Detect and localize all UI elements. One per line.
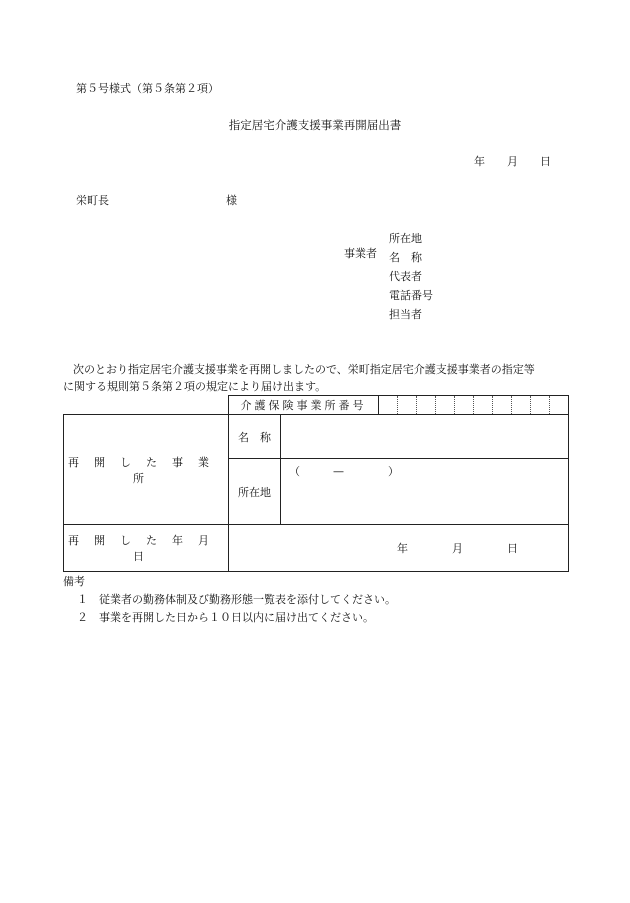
resumed-year: 年 [397, 542, 408, 555]
applicant-address-label: 所在地 [389, 232, 422, 245]
resumed-date-input[interactable] [229, 525, 569, 572]
applicant-name-label: 名 称 [389, 251, 422, 264]
body-line-1: 次のとおり指定居宅介護支援事業を再開しましたので、栄町指定居宅介護支援事業者の指定等 [73, 363, 535, 376]
applicant-phone-label: 電話番号 [389, 289, 433, 302]
day-label: 日 [540, 155, 551, 168]
address-label: 所在地 [229, 459, 281, 525]
month-label: 月 [507, 155, 518, 168]
note-item [63, 609, 396, 627]
phone-placeholder: （ — ） [289, 465, 399, 478]
body-line-2: に関する規則第５条第２項の規定により届け出ます。 [63, 380, 327, 393]
name-label: 名 称 [229, 415, 281, 459]
note-item [63, 591, 396, 609]
honorific: 様 [226, 194, 237, 207]
submission-date [474, 155, 573, 169]
year-label: 年 [474, 155, 485, 168]
body-text [63, 361, 583, 395]
name-input[interactable] [281, 415, 569, 459]
applicant-label: 事業者 [344, 247, 377, 260]
notes [63, 573, 396, 627]
address-input[interactable] [281, 459, 569, 525]
note-text: 従業者の勤務体制及び勤務形態一覧表を添付してください。 [99, 593, 396, 606]
office-number-label: 介護保険事業所番号 [229, 396, 379, 415]
addressee: 栄町長 [76, 194, 109, 207]
resumed-month: 月 [452, 542, 463, 555]
resumed-office-label: 再開した事業所 [64, 415, 229, 525]
resumed-date-label: 再開した年月日 [64, 525, 229, 572]
resumed-day: 日 [507, 542, 518, 555]
resumption-table [63, 395, 569, 572]
form-number: 第５号様式（第５条第２項） [76, 82, 219, 95]
applicant-contact-label: 担当者 [389, 308, 422, 321]
note-number: ２ [77, 611, 88, 624]
office-number-input[interactable] [379, 396, 569, 415]
empty-cell [64, 396, 229, 415]
note-number: １ [77, 593, 88, 606]
notes-heading: 備考 [63, 575, 85, 588]
applicant-representative-label: 代表者 [389, 270, 422, 283]
applicant-fields [389, 229, 433, 324]
document-title: 指定居宅介護支援事業再開届出書 [228, 118, 402, 132]
note-text: 事業を再開した日から１０日以内に届け出てください。 [99, 611, 374, 624]
